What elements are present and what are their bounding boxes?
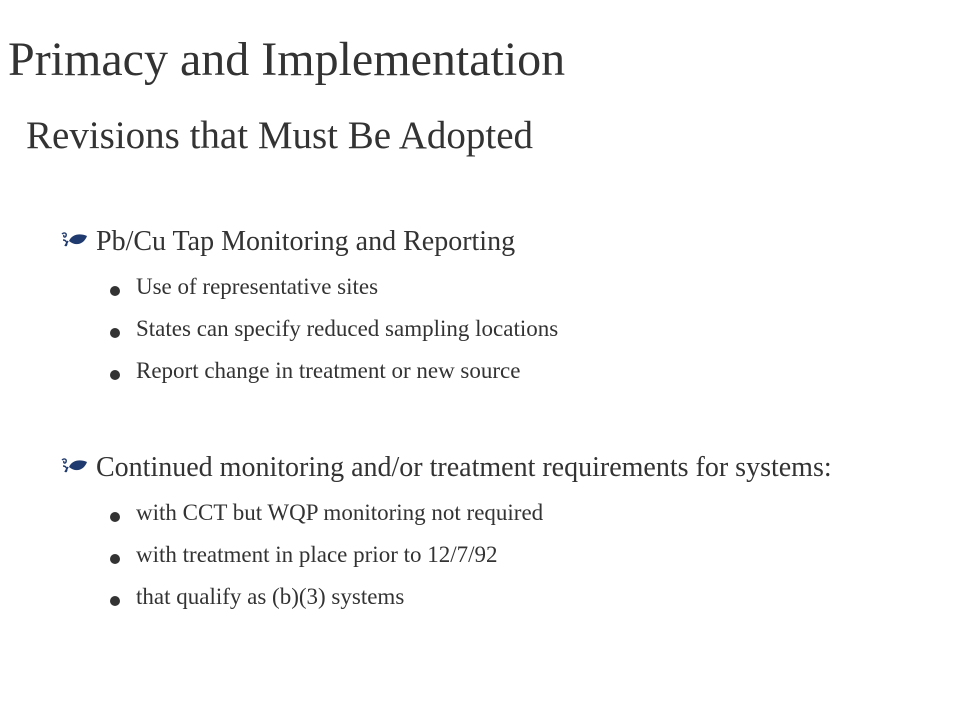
dot-bullet-icon <box>110 596 120 606</box>
leaf-bullet-icon <box>60 457 88 477</box>
section-continued-monitoring <box>60 450 920 624</box>
section-heading-text: Continued monitoring and/or treatment requirements for systems: <box>96 452 832 483</box>
dot-bullet-icon <box>110 370 120 380</box>
list-item: with CCT but WQP monitoring not required <box>60 498 920 528</box>
section-heading-text: Pb/Cu Tap Monitoring and Reporting <box>96 226 516 257</box>
dot-bullet-icon <box>110 328 120 338</box>
section-tap-monitoring <box>60 224 920 398</box>
dot-bullet-icon <box>110 512 120 522</box>
list-item: Use of representative sites <box>60 272 920 302</box>
list-item: that qualify as (b)(3) systems <box>60 582 920 612</box>
list-item: States can specify reduced sampling locations <box>60 314 920 344</box>
slide-subtitle: Revisions that Must Be Adopted <box>26 114 533 157</box>
section-heading <box>60 224 920 260</box>
slide-title: Primacy and Implementation <box>8 33 566 86</box>
dot-bullet-icon <box>110 286 120 296</box>
section-heading <box>60 450 920 486</box>
leaf-bullet-icon <box>60 231 88 251</box>
sub-bullet-list <box>60 272 920 386</box>
sub-bullet-list <box>60 498 920 612</box>
list-item: with treatment in place prior to 12/7/92 <box>60 540 920 570</box>
list-item: Report change in treatment or new source <box>60 356 920 386</box>
dot-bullet-icon <box>110 554 120 564</box>
